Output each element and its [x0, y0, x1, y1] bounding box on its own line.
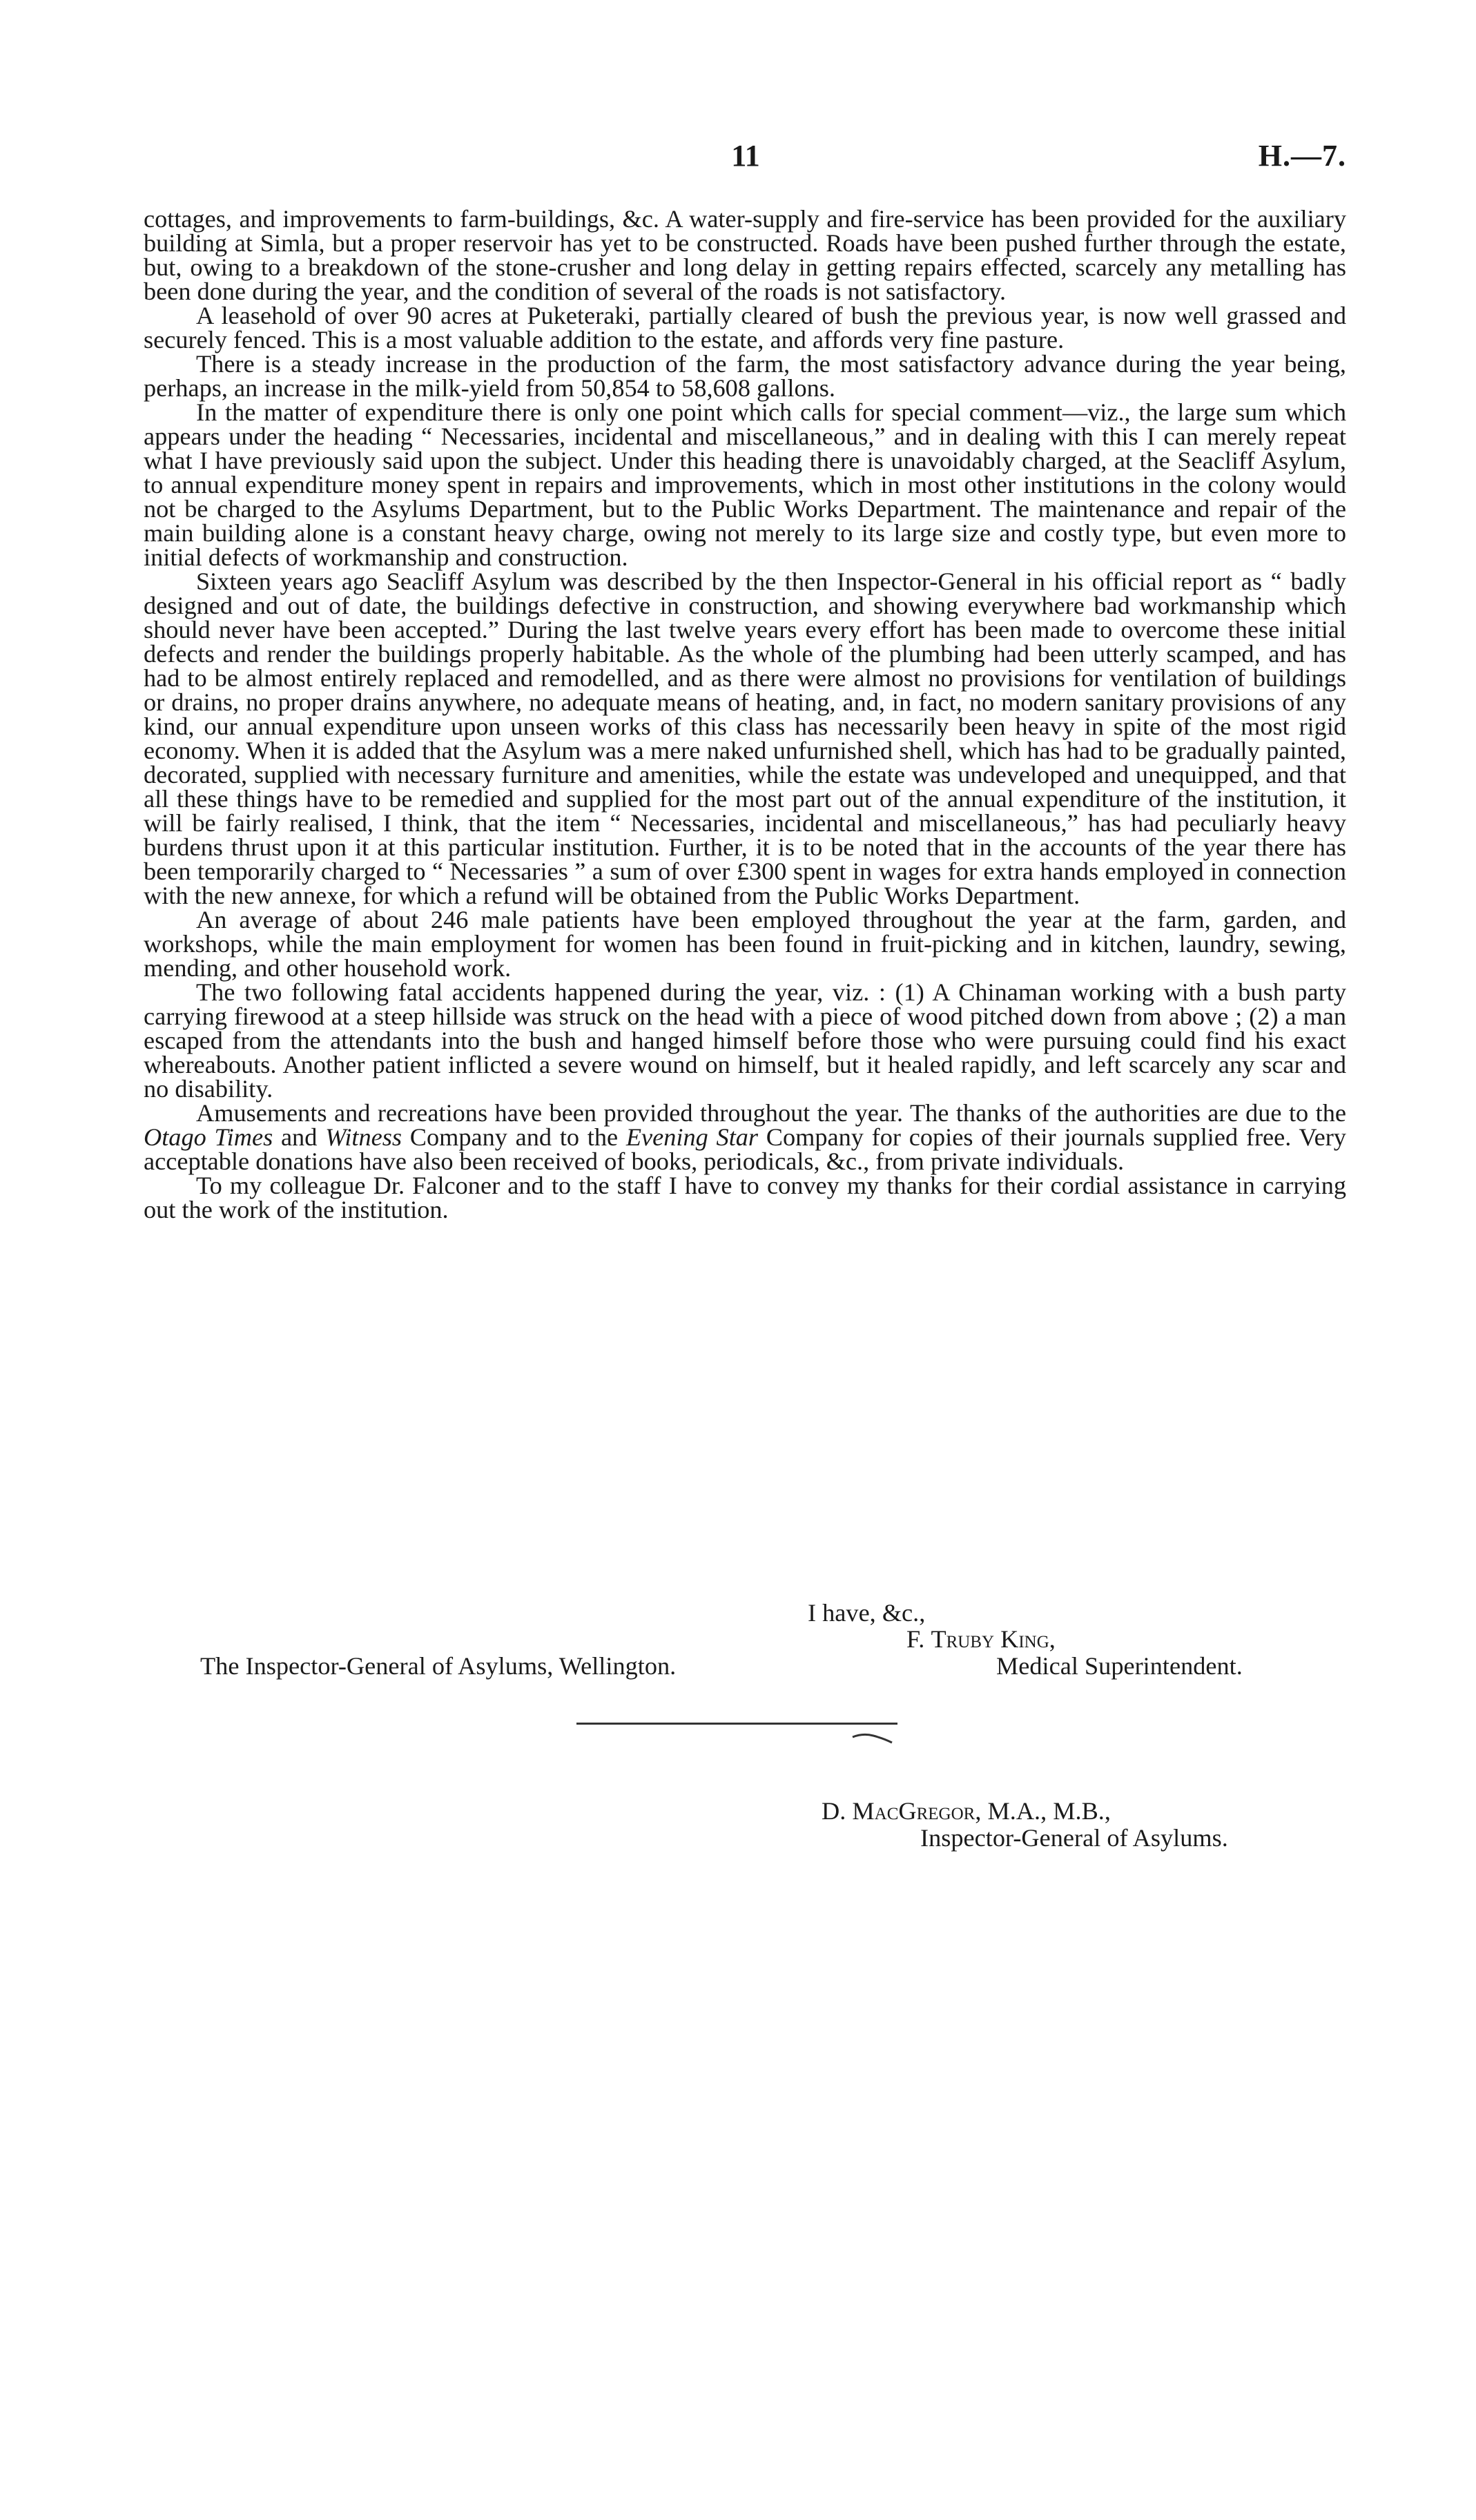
body-text	[144, 207, 1346, 1222]
paragraph-leasehold: A leasehold of over 90 acres at Puketeraki, partially cleared of bush the previous year, is now well grassed and securely fenced. This is a most valuable addition to the estate, and affords very fine pasture.	[144, 302, 1346, 353]
endorsement-surname: MacGregor, M.A., M.B.,	[852, 1797, 1111, 1825]
flourish-mark	[849, 1732, 897, 1745]
endorsement-name	[822, 1799, 1305, 1823]
paragraph-employment: An average of about 246 male patients have been employed throughout the year at the farm, garden, and workshops, while the main employment for women has been found in fruit-picking and in kitchen, laundry, sewing, mending, and other household work.	[144, 906, 1346, 982]
paragraph-accidents: The two following fatal accidents happened during the year, viz. : (1) A Chinaman working with a bush party carrying firewood at a steep hillside was struck on the head with a piece of wood pitched down from above ; (2) a man escaped from the attendants into the bush and hanged himself before those who were pursuing could find his exact whereabouts. Another patient inflicted a severe wound on himself, but it healed rapidly, and left scarcely any scar and no disability.	[144, 978, 1346, 1103]
paragraph-continuation: cottages, and improvements to farm-buildings, &c. A water-supply and fire-service has been provided for the auxiliary building at Simla, but a proper reservoir has yet to be constructed. Roads have been pushed further through the estate, but, owing to a breakdown of the stone-crusher and long delay in getting repairs effected, scarcely any metalling has been done during the year, and the condition of several of the roads is not satisfactory.	[144, 205, 1346, 305]
paragraph-expenditure: In the matter of expenditure there is only one point which calls for special comment—viz., the large sum which appears under the heading “ Necessaries, incidental and miscellaneous,” and in dealing with this I can merely repeat what I have previously said upon the subject. Under this heading there is unavoidably charged, at the Seacliff Asylum, to annual expenditure money spent in repairs and improvements, which in most other institutions in the colony would not be charged to the Asylums Department, but to the Public Works Department. The maintenance and repair of the main building alone is a constant heavy charge, owing not merely to its large size and costly type, but even more to initial defects of workmanship and construction.	[144, 398, 1346, 571]
endorsement-title: Inspector-General of Asylums.	[920, 1824, 1228, 1852]
amusements-italic-2: Witness	[325, 1123, 402, 1151]
amusements-italic-3: Evening Star	[625, 1123, 759, 1151]
paragraph-amusements	[144, 1101, 1346, 1174]
amusements-text-1: Amusements and recreations have been provided throughout the year. The thanks of the authorities are due to the	[196, 1099, 1346, 1127]
amusements-text-2: and	[273, 1123, 326, 1151]
paragraph-farm-production: There is a steady increase in the production of the farm, the most satisfactory advance during the year being, perhaps, an increase in the milk-yield from 50,854 to 58,608 gallons.	[144, 350, 1346, 402]
amusements-italic-1: Otago Times	[144, 1123, 273, 1151]
signatory-name	[906, 1627, 1252, 1651]
endorsement-initial: D.	[822, 1797, 853, 1825]
page-number: 11	[731, 139, 760, 173]
signatory-title: Medical Superintendent.	[996, 1652, 1243, 1680]
paragraph-thanks: To my colleague Dr. Falconer and to the staff I have to convey my thanks for their cordial assistance in carrying out the work of the institution.	[144, 1172, 1346, 1223]
closing-salutation: I have, &c.,	[808, 1599, 926, 1627]
signatory-surname: Truby King,	[931, 1625, 1056, 1653]
addressee: The Inspector-General of Asylums, Wellington.	[200, 1652, 677, 1680]
amusements-text-3: Company and to the	[402, 1123, 626, 1151]
document-reference: H.—7.	[1258, 139, 1346, 173]
amusements-text-4: Company for copies of their journals supplied free. Very acceptable donations have also been received of books, periodicals, &c., from private individuals.	[144, 1123, 1346, 1175]
paragraph-seacliff-history: Sixteen years ago Seacliff Asylum was described by the then Inspector-General in his official report as “ badly designed and out of date, the buildings defective in construction, and showing everywhere bad workmanship which should never have been accepted.” During the last twelve years every effort has been made to overcome these initial defects and render the buildings properly habitable. As the whole of the plumbing had been utterly scamped, and has had to be almost entirely replaced and remodelled, and as there were almost no provisions for ventilation of buildings or drains, no proper drains anywhere, no adequate means of heating, and, in fact, no modern sanitary provisions of any kind, our annual expenditure upon unseen works of this class has necessarily been heavy in spite of the most rigid economy. When it is added that the Asylum was a mere naked unfurnished shell, which has had to be gradually painted, decorated, supplied with necessary furniture and amenities, while the estate was undeveloped and unequipped, and that all these things have to be remedied and supplied for the most part out of the annual expenditure of the institution, it will be fairly realised, I think, that the item “ Necessaries, incidental and miscellaneous,” has had peculiarly heavy burdens thrust upon it at this particular institution. Further, it is to be noted that in the accounts of the year there has been temporarily charged to “ Necessaries ” a sum of over £300 spent in wages for extra hands employed in connection with the new annexe, for which a refund will be obtained from the Public Works Department.	[144, 568, 1346, 909]
signatory-initial: F.	[906, 1625, 931, 1653]
section-divider	[576, 1723, 897, 1725]
